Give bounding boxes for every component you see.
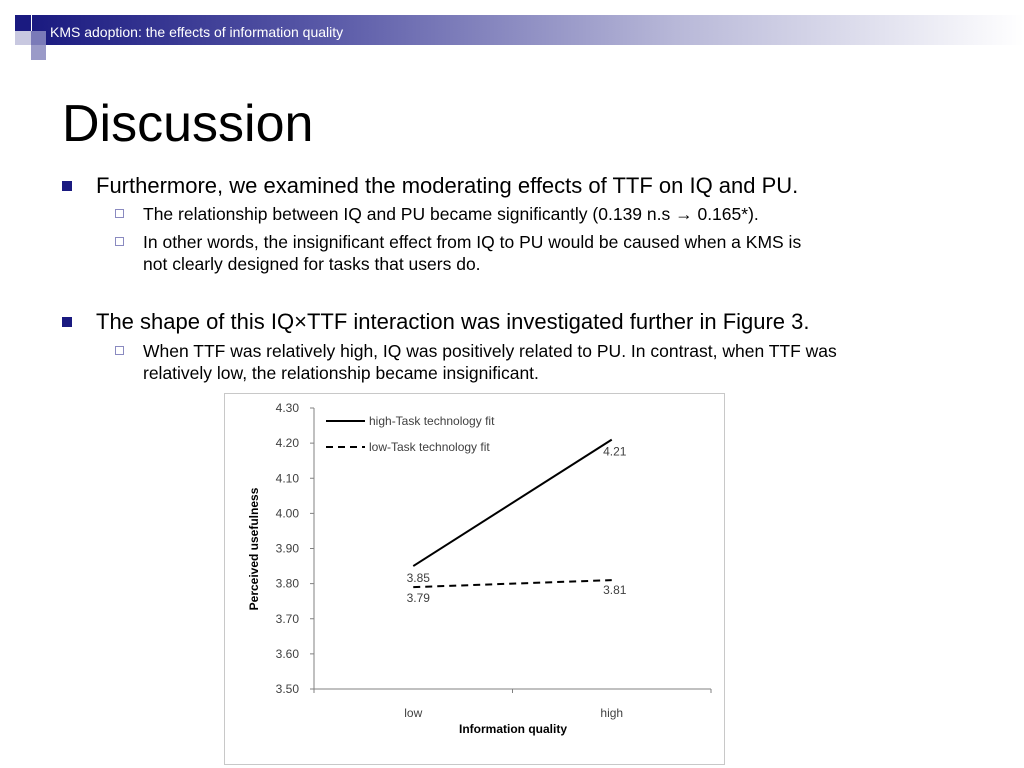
square-bullet-icon (62, 181, 72, 191)
chart-legend (326, 414, 495, 454)
bullet-text: The shape of this IQ×TTF interaction was investigated further in Figure 3. (96, 309, 810, 334)
y-tick-label: 4.00 (275, 506, 299, 521)
x-axis (314, 689, 711, 720)
legend-label: low-Task technology fit (369, 440, 490, 454)
sub-bullet-text: The relationship between IQ and PU became significantly (0.139 n.s → 0.165*). (143, 204, 759, 224)
y-tick-label: 4.30 (275, 401, 299, 415)
sub-bullet-item (115, 203, 759, 225)
y-tick-label: 3.90 (275, 541, 299, 556)
sub-bullet-line: In other words, the insignificant effect from IQ to PU would be caused when a KMS is (143, 232, 802, 252)
y-tick-label: 4.20 (275, 436, 299, 451)
series-line (413, 440, 612, 566)
legend-label: high-Task technology fit (369, 414, 495, 428)
decor-square (31, 31, 46, 45)
hollow-square-bullet-icon (115, 346, 124, 355)
y-axis (276, 401, 314, 696)
sub-bullet-line: relatively low, the relationship became insignificant. (143, 363, 539, 383)
y-axis-title: Perceived usefulness (247, 487, 261, 611)
y-tick-label: 4.10 (275, 471, 299, 486)
y-tick-label: 3.50 (275, 682, 299, 696)
sub-bullet-line: not clearly designed for tasks that users do. (143, 254, 481, 274)
data-label: 3.79 (406, 591, 430, 606)
bullet-item (62, 172, 798, 199)
chart-svg (225, 394, 724, 764)
y-tick-label: 3.60 (275, 646, 299, 661)
bullet-item (62, 308, 810, 335)
y-tick-label: 3.70 (275, 611, 299, 626)
series-lines (413, 440, 612, 588)
data-label: 3.85 (406, 571, 430, 586)
hollow-square-bullet-icon (115, 209, 124, 218)
decor-square (15, 15, 31, 31)
sub-bullet-text (143, 340, 837, 384)
series-line (413, 580, 612, 587)
decor-square (31, 45, 46, 60)
x-tick-label: high (600, 706, 624, 720)
decor-square (15, 31, 31, 45)
data-label: 4.21 (603, 444, 627, 459)
hollow-square-bullet-icon (115, 237, 124, 246)
square-bullet-icon (62, 317, 72, 327)
sub-bullet-item (115, 231, 801, 275)
sub-bullet-line: When TTF was relatively high, IQ was positively related to PU. In contrast, when TTF was (143, 341, 837, 361)
y-tick-label: 3.80 (275, 576, 299, 591)
sub-bullet-text (143, 231, 801, 275)
bullet-text: Furthermore, we examined the moderating effects of TTF on IQ and PU. (96, 173, 799, 198)
sub-bullet-item (115, 340, 837, 384)
slide-title: Discussion (62, 95, 314, 153)
header-title: KMS adoption: the effects of information quality (50, 24, 344, 40)
x-axis-title: Information quality (459, 722, 567, 736)
x-tick-label: low (404, 706, 423, 720)
interaction-chart (224, 393, 725, 765)
data-label: 3.81 (603, 583, 627, 598)
